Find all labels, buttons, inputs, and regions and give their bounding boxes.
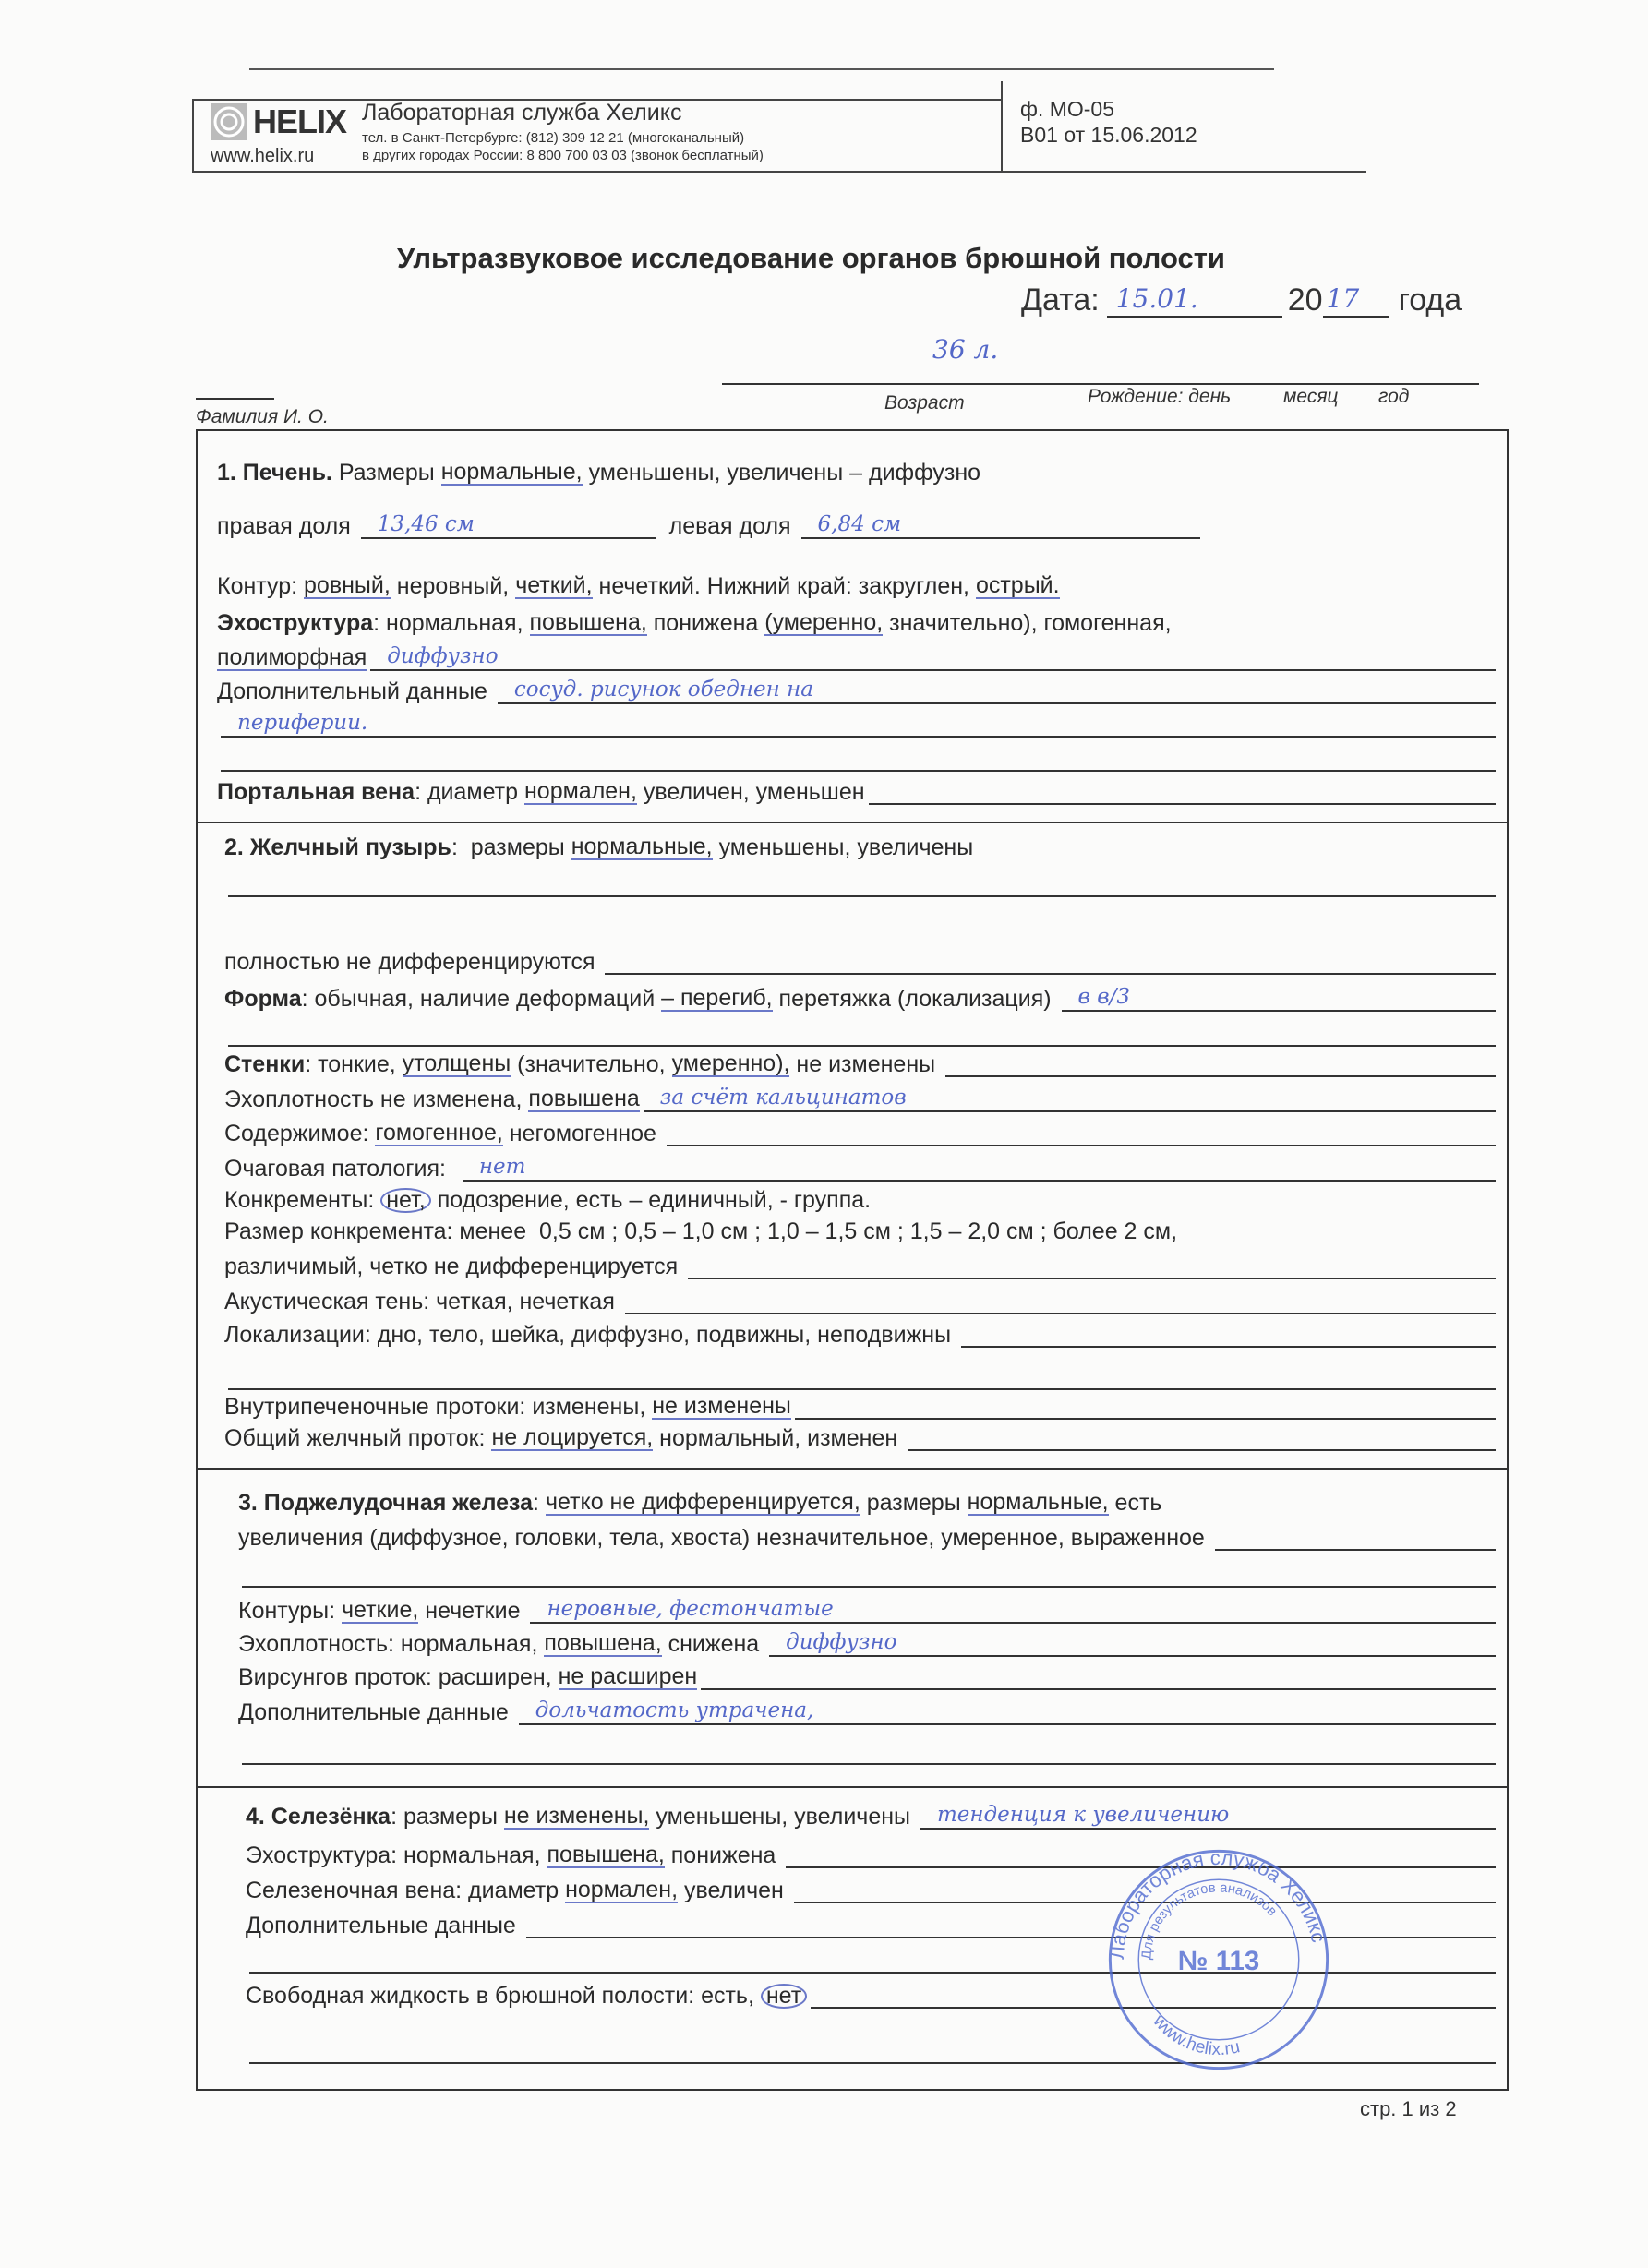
fill-in-line[interactable] <box>242 1739 1496 1765</box>
field-text: левая доля <box>656 513 798 539</box>
month-label: месяц <box>1283 386 1339 407</box>
selected-option[interactable]: не лоцируется, <box>491 1424 654 1450</box>
fill-in-line[interactable] <box>242 1562 1496 1588</box>
form-row <box>224 1289 1496 1314</box>
org-name: Лабораторная служба Хеликс <box>362 100 682 126</box>
selected-option[interactable]: нормальные, <box>440 459 583 485</box>
field-text: Общий желчный проток: <box>224 1425 492 1451</box>
fill-in-line[interactable] <box>463 1156 1496 1182</box>
form-row <box>224 1121 1496 1146</box>
phones <box>362 129 764 164</box>
year-word: года <box>1398 282 1462 318</box>
handwritten-entry: сосуд. рисунок обеднен на <box>513 678 813 702</box>
form-code: ф. МО-05 <box>1020 97 1114 121</box>
circled-option[interactable]: нет, <box>380 1188 431 1213</box>
circled-option[interactable]: нет <box>761 1984 807 2009</box>
field-text: Дополнительные данные <box>246 1913 523 1938</box>
field-heading: Портальная вена <box>217 779 415 805</box>
fill-in-line[interactable] <box>801 513 1200 539</box>
stamp-site: www.helix.ru <box>1149 2011 1243 2060</box>
handwritten-entry: за счёт кальцинатов <box>659 1086 907 1110</box>
year-field[interactable] <box>1323 282 1389 318</box>
form-row <box>224 871 1496 897</box>
form-row <box>224 1394 1496 1420</box>
handwritten-entry: диффузно <box>387 644 499 668</box>
selected-option[interactable]: четкие, <box>342 1597 419 1623</box>
selected-option[interactable]: повышена <box>528 1086 640 1111</box>
field-text: Дополнительные данные <box>238 1699 515 1725</box>
selected-option[interactable]: четкий, <box>515 572 593 598</box>
age-line[interactable] <box>722 383 1479 385</box>
field-text: Акустическая тень: четкая, нечеткая <box>224 1289 621 1314</box>
field-text: снижена <box>661 1631 766 1657</box>
form-row <box>238 1664 1496 1690</box>
form-row <box>217 779 1496 805</box>
fill-in-line[interactable] <box>530 1598 1496 1624</box>
field-heading: 4. Селезёнка <box>246 1804 391 1830</box>
year-suffix: 17 <box>1326 283 1360 314</box>
form-row <box>217 712 1496 738</box>
field-text: размеры <box>860 1490 968 1516</box>
stamp-number: № 113 <box>1177 1946 1260 1977</box>
field-heading: 2. Желчный пузырь <box>224 834 451 860</box>
form-row <box>238 1562 1496 1588</box>
form-row <box>224 1021 1496 1047</box>
fill-in-line[interactable] <box>1062 986 1496 1012</box>
handwritten-entry: диффузно <box>786 1630 897 1654</box>
field-text: есть <box>1108 1490 1162 1516</box>
field-text: Размеры <box>331 460 441 486</box>
date-day-month-field[interactable] <box>1107 282 1282 318</box>
form-row <box>217 645 1496 671</box>
field-text: негомогенное <box>502 1121 663 1146</box>
age-label: Возраст <box>884 392 965 414</box>
form-row <box>224 1218 1496 1244</box>
form-row <box>238 1490 1496 1516</box>
field-text: Эхоплотность не изменена, <box>224 1086 529 1112</box>
field-text: нормальный, изменен <box>653 1425 905 1451</box>
fill-in-line[interactable] <box>920 1804 1496 1830</box>
fill-in-line[interactable] <box>526 1913 1496 1938</box>
selected-option[interactable]: гомогенное, <box>375 1120 503 1146</box>
field-text: : диаметр <box>415 779 524 805</box>
handwritten-entry: 6,84 см <box>817 512 902 536</box>
field-text: увеличен <box>678 1878 790 1903</box>
field-text: Контуры: <box>238 1598 342 1624</box>
fill-in-line[interactable] <box>1215 1525 1496 1551</box>
name-line[interactable] <box>196 398 274 400</box>
fill-in-line[interactable] <box>221 712 1496 738</box>
field-text: неровный, <box>390 573 516 599</box>
field-text: различимый, четко не дифференцируется <box>224 1254 685 1279</box>
section-divider <box>196 1468 1509 1470</box>
website: www.helix.ru <box>211 146 315 166</box>
handwritten-entry: в в/3 <box>1077 985 1130 1009</box>
handwritten-entry: неровные, фестончатые <box>547 1597 834 1621</box>
form-row <box>224 1364 1496 1390</box>
selected-option[interactable]: не изменены <box>652 1393 791 1419</box>
form-row <box>224 1086 1496 1112</box>
date-field <box>1021 282 1462 318</box>
field-heading: 1. Печень. <box>217 460 332 486</box>
field-text: уменьшены, увеличены <box>712 834 974 860</box>
selected-option[interactable]: нормальные, <box>571 834 713 859</box>
fill-in-line[interactable] <box>769 1631 1496 1657</box>
selected-option[interactable]: нормален, <box>523 778 637 804</box>
field-text: : размеры <box>451 834 571 860</box>
birth-label: Рождение: день <box>1088 386 1232 407</box>
fill-in-line[interactable] <box>498 678 1496 704</box>
field-heading: 3. Поджелудочная железа <box>238 1490 534 1516</box>
form-row <box>224 1425 1496 1451</box>
field-text: Внутрипеченочные протоки: изменены, <box>224 1394 653 1420</box>
age-value: 36 л. <box>932 334 999 365</box>
handwritten-entry: периферии. <box>237 711 368 735</box>
selected-option[interactable]: умеренно), <box>671 1050 790 1076</box>
fill-in-line[interactable] <box>869 779 1496 805</box>
selected-option[interactable]: повышена, <box>529 609 647 635</box>
fill-in-line[interactable] <box>795 1394 1496 1420</box>
phone-russia: в других городах России: 8 800 700 03 03 (звонок бесплатный) <box>362 148 764 163</box>
section-divider <box>196 1786 1509 1788</box>
fill-in-line[interactable] <box>644 1086 1496 1112</box>
top-rule <box>249 68 1274 70</box>
fill-in-line[interactable] <box>625 1289 1496 1314</box>
field-heading: Стенки <box>224 1051 306 1077</box>
form-row <box>224 1322 1496 1348</box>
fill-in-line[interactable] <box>221 746 1496 772</box>
field-text: : <box>533 1490 546 1516</box>
selected-option[interactable]: утолщены <box>402 1050 511 1076</box>
field-heading: Форма <box>224 986 302 1012</box>
field-text: Содержимое: <box>224 1121 376 1146</box>
form-row <box>238 1598 1496 1624</box>
fill-in-line[interactable] <box>701 1664 1496 1690</box>
form-row <box>224 949 1496 975</box>
form-row <box>224 834 1496 860</box>
page-title: Ультразвуковое исследование органов брюшной полости <box>397 242 1225 274</box>
form-row <box>238 1525 1496 1551</box>
fill-in-line[interactable] <box>908 1425 1496 1451</box>
selected-option[interactable]: – перегиб, <box>661 985 773 1011</box>
field-text: увеличения (диффузное, головки, тела, хвоста) незначительное, умеренное, выраженное <box>238 1525 1211 1551</box>
fill-in-line[interactable] <box>605 949 1496 975</box>
fill-in-line[interactable] <box>961 1322 1496 1348</box>
selected-option[interactable]: ровный, <box>304 572 391 598</box>
selected-option[interactable]: нормален, <box>565 1877 679 1902</box>
spiral-icon <box>211 103 247 140</box>
field-text: Вирсунгов проток: расширен, <box>238 1664 559 1690</box>
form-info <box>1020 96 1197 148</box>
name-label: Фамилия И. О. <box>196 406 329 427</box>
handwritten-entry: тенденция к увеличению <box>936 1803 1230 1827</box>
form-row <box>224 986 1496 1012</box>
selected-option[interactable]: полиморфная <box>217 644 367 670</box>
stamp-inner-text: Для результатов анализов <box>1139 1880 1280 1961</box>
form-row <box>217 573 1496 599</box>
form-version: В01 от 15.06.2012 <box>1020 123 1197 147</box>
form-row <box>246 1804 1496 1830</box>
field-text: Контур: <box>217 573 305 599</box>
helix-logo <box>211 100 349 144</box>
form-row <box>238 1739 1496 1765</box>
field-text: Эхоструктура: нормальная, <box>246 1842 547 1868</box>
fill-in-line[interactable] <box>370 645 1496 671</box>
form-row <box>217 610 1496 636</box>
field-text: : нормальная, <box>373 610 530 636</box>
selected-option[interactable]: не изменены, <box>503 1803 650 1829</box>
field-text: Конкременты: <box>224 1187 381 1213</box>
field-text: подозрение, есть – единичный, - группа. <box>430 1187 872 1213</box>
field-text: уменьшены, увеличены – диффузно <box>582 460 981 486</box>
handwritten-entry: дольчатость утрачена, <box>535 1698 814 1722</box>
field-text: понижена <box>664 1842 783 1868</box>
form-row <box>224 1187 1496 1213</box>
date-label: Дата: <box>1021 282 1100 318</box>
field-heading: Эхоструктура <box>217 610 374 636</box>
form-row <box>217 460 1496 486</box>
fill-in-line[interactable] <box>228 1021 1496 1047</box>
form-row <box>224 1156 1496 1182</box>
field-text: перетяжка (локализация) <box>772 986 1058 1012</box>
form-row <box>238 1699 1496 1725</box>
selected-option[interactable]: острый. <box>975 572 1060 598</box>
fill-in-line[interactable] <box>519 1699 1496 1725</box>
form-row <box>224 1254 1496 1279</box>
phone-spb: тел. в Санкт-Петербурге: (812) 309 12 21 (многоканальный) <box>362 130 745 146</box>
field-text: уменьшены, увеличены <box>649 1804 917 1830</box>
field-text: нечеткий. Нижний край: закруглен, <box>592 573 976 599</box>
form-row <box>217 513 1200 539</box>
lab-stamp <box>1103 1844 1334 2075</box>
section-divider <box>196 822 1509 823</box>
page-number: стр. 1 из 2 <box>1360 2097 1457 2120</box>
fill-in-line[interactable] <box>945 1051 1496 1077</box>
field-text: Размер конкремента: менее 0,5 см ; 0,5 – 1,0 см ; 1,0 – 1,5 см ; 1,5 – 2,0 см ; более 2 см, <box>224 1218 1178 1244</box>
field-text: значительно), гомогенная, <box>883 610 1172 636</box>
field-text: : размеры <box>391 1804 504 1830</box>
selected-option[interactable]: повышена, <box>547 1842 665 1867</box>
fill-in-line[interactable] <box>228 871 1496 897</box>
field-text: понижена <box>646 610 765 636</box>
field-text: не изменены <box>789 1051 943 1077</box>
field-text: (значительно, <box>511 1051 672 1077</box>
field-text: Локализации: дно, тело, шейка, диффузно, подвижны, неподвижны <box>224 1322 958 1348</box>
fill-in-line[interactable] <box>361 513 656 539</box>
fill-in-line[interactable] <box>688 1254 1496 1279</box>
field-text: Селезеночная вена: диаметр <box>246 1878 566 1903</box>
form-row <box>217 746 1496 772</box>
field-text: : обычная, наличие деформаций <box>301 986 662 1012</box>
field-text: Очаговая патология: <box>224 1156 459 1182</box>
field-text: : тонкие, <box>305 1051 403 1077</box>
field-text: Дополнительный данные <box>217 678 494 704</box>
handwritten-entry: нет <box>478 1155 526 1179</box>
selected-option[interactable]: не расширен <box>558 1663 698 1689</box>
field-text: увеличен, уменьшен <box>636 779 865 805</box>
year-prefix: 20 <box>1287 282 1323 318</box>
selected-option[interactable]: четко не дифференцируется, <box>545 1489 860 1515</box>
selected-option[interactable]: повышена, <box>544 1630 662 1656</box>
selected-option[interactable]: нормальные, <box>967 1489 1109 1515</box>
field-text: Свободная жидкость в брюшной полости: есть, <box>246 1983 761 2009</box>
form-row <box>217 678 1496 704</box>
logo-text: HELIX <box>253 102 347 140</box>
form-row <box>238 1631 1496 1657</box>
field-text: правая доля <box>217 513 357 539</box>
form-row <box>224 1051 1496 1077</box>
fill-in-line[interactable] <box>228 1364 1496 1390</box>
header-divider <box>1001 81 1003 171</box>
field-text: Эхоплотность: нормальная, <box>238 1631 545 1657</box>
handwritten-entry: 13,46 см <box>377 512 475 536</box>
date-day-month: 15.01. <box>1115 283 1198 314</box>
field-text: нечеткие <box>418 1598 527 1624</box>
stamp-outer-text: Лабораторная служба Хеликс <box>1104 1845 1331 1961</box>
fill-in-line[interactable] <box>667 1121 1496 1146</box>
year-label: год <box>1378 386 1410 407</box>
selected-option[interactable]: (умеренно, <box>764 609 884 635</box>
field-text: полностью не дифференцируются <box>224 949 602 975</box>
